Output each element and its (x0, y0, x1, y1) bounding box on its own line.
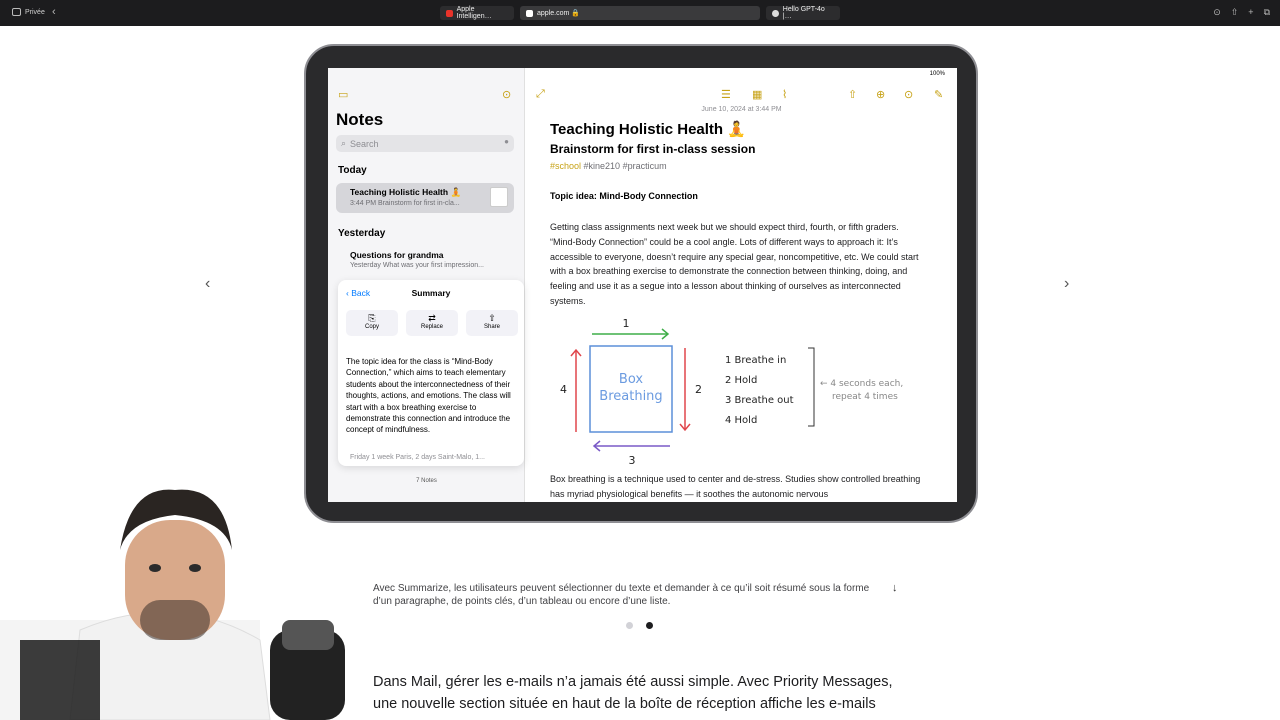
openai-icon (772, 10, 779, 17)
share-label: Share (483, 324, 500, 330)
ipad-screen (328, 68, 957, 502)
summary-popover (338, 280, 524, 466)
download-icon[interactable]: ⊙ (1213, 7, 1221, 17)
tab-label: Hello GPT-4o |… (782, 6, 825, 20)
search-field[interactable] (336, 135, 514, 152)
search-icon: ⌕ (341, 138, 347, 148)
note-title: Teaching Holistic Health 🧘 (350, 187, 462, 197)
note-tags[interactable] (550, 161, 667, 171)
tab-label: Apple Intelligen… (456, 6, 492, 20)
replace-button[interactable] (406, 310, 458, 336)
more-icon[interactable]: ⊙ (502, 89, 512, 101)
sketch-num-bottom: 3 (628, 454, 636, 467)
apple-icon (526, 10, 533, 17)
checklist-icon[interactable]: ☰ (721, 89, 731, 101)
slide-caption: Avec Summarize, les utilisateurs peuvent sélectionner du texte et demander à ce qu’il soit résumé sous la forme d’un paragraphe, de points clés, d’un tableau ou encore d’une liste. (373, 583, 870, 607)
search-placeholder: Search (350, 138, 379, 149)
summary-title: Summary (411, 288, 451, 298)
previous-slide-icon[interactable]: ‹ (205, 275, 211, 292)
note-title[interactable]: Teaching Holistic Health 🧘 (550, 121, 746, 138)
sketch-num-top: 1 (622, 317, 630, 330)
sketch-step-3: 3 Breathe out (725, 395, 794, 406)
sketch-num-left: 4 (560, 383, 567, 396)
expand-icon[interactable]: ⤢ (536, 88, 545, 100)
browser-toolbar (0, 0, 1280, 26)
sidebar-toggle-icon (12, 8, 21, 16)
tab-apple-intelligence[interactable] (440, 6, 514, 20)
summary-footer: Friday 1 week Paris, 2 days Saint-Malo, 1... (350, 454, 485, 461)
sketch-num-right: 2 (695, 383, 702, 396)
note-topic[interactable]: Topic idea: Mind-Body Connection (550, 191, 698, 201)
note-subtitle: 3:44 PM Brainstorm for first in-cla... (350, 200, 460, 207)
summary-text: The topic idea for the class is “Mind-Body Connection,” which aims to teach elementary students about the interconnectedness of their thoughts, actions, and emotions. The class will start with a box breathing exercise to demonstrate this connection and introduce the concept of mindfulness. (346, 357, 511, 435)
copy-icon: ⎘ (368, 313, 376, 323)
back-chevron-icon[interactable]: ‹ (52, 6, 56, 18)
note-item-teaching[interactable] (336, 183, 514, 213)
sketch-step-1: 1 Breathe in (725, 355, 787, 366)
note-date: June 10, 2024 at 3:44 PM (701, 106, 782, 113)
note-item-grandma[interactable] (336, 246, 514, 276)
back-label: Back (351, 288, 371, 298)
tab-overview-icon[interactable]: ⧉ (1263, 7, 1270, 17)
share-button[interactable] (466, 310, 518, 336)
share-icon: ⇧ (488, 313, 496, 323)
sketch-box-line1: Box (618, 372, 644, 387)
share-icon[interactable]: ⇧ (848, 89, 858, 101)
section-today: Today (338, 165, 367, 176)
note-body[interactable]: Getting class assignments next week but we should expect third, fourth, or fifth graders. “Mind-Body Connection” could be a cool angle. Lots of different ways to approach it: It’s accessible to everyone, doesn’t require any special gear, noncompetitive, etc. We could start with a box breathing exercise to demonstrate the connection between thinking, doing, and feeling and use it as a segue into a lesson about thinking of ourselves as interconnected systems. (550, 222, 919, 306)
status-battery: 100% (929, 71, 945, 77)
tag-school[interactable]: #school (550, 161, 582, 171)
youtube-icon (446, 10, 453, 17)
pagination-dot-active[interactable] (646, 622, 653, 629)
down-arrow-icon[interactable]: ↓ (892, 582, 898, 594)
pagination-dot[interactable] (626, 622, 633, 629)
replace-label: Replace (420, 324, 443, 330)
next-slide-icon[interactable]: › (1064, 275, 1070, 292)
mail-paragraph: Dans Mail, gérer les e-mails n’a jamais été aussi simple. Avec Priority Messages, une nouvelle section située en haut de la boîte de réception affiche les e-mails (373, 674, 893, 712)
sidebar-title: Notes (336, 110, 384, 129)
box-breathing-sketch (550, 308, 930, 467)
notes-count: 7 Notes (416, 478, 437, 484)
copy-button[interactable] (346, 310, 398, 336)
share-icon[interactable]: ⇧ (1230, 7, 1239, 17)
mic-icon[interactable]: ● (504, 137, 509, 146)
tab-label: apple.com 🔒 (537, 10, 580, 17)
sketch-step-2: 2 Hold (725, 375, 758, 386)
note-editor (526, 68, 957, 502)
sketch-step-4: 4 Hold (725, 415, 758, 426)
sketch-note-line1: ← 4 seconds each, (820, 379, 904, 389)
section-yesterday: Yesterday (338, 228, 386, 239)
more-icon[interactable]: ⊙ (904, 89, 914, 101)
presenter-webcam (0, 480, 360, 720)
note-thumbnail (490, 187, 508, 207)
private-indicator[interactable] (12, 8, 45, 16)
tag-list[interactable]: #kine210 #practicum (581, 161, 667, 171)
tab-hello-gpt[interactable] (766, 6, 840, 20)
ipad-frame (304, 44, 978, 523)
attachment-icon[interactable]: ⌇ (782, 89, 788, 101)
markup-icon[interactable]: ⊕ (876, 89, 886, 101)
note-subtitle: Yesterday What was your first impression... (350, 262, 484, 269)
note-subtitle[interactable]: Brainstorm for first in-class session (550, 142, 756, 156)
sketch-box-line2: Breathing (599, 389, 663, 404)
replace-icon: ⇄ (428, 313, 436, 323)
copy-label: Copy (364, 324, 379, 330)
note-title: Questions for grandma (350, 250, 444, 260)
private-label: Privée (25, 8, 45, 16)
note-footer-text[interactable]: Box breathing is a technique used to center and de-stress. Studies show controlled breathing has myriad physiological benefits — it soothes the autonomic nervous (550, 474, 921, 499)
sidebar-icon[interactable]: ▭ (338, 89, 349, 101)
sketch-note-line2: repeat 4 times (832, 392, 898, 402)
tab-apple-com[interactable] (520, 6, 760, 20)
new-tab-icon[interactable]: + (1248, 7, 1254, 17)
back-button[interactable]: ‹ Back (346, 288, 371, 298)
compose-icon[interactable]: ✎ (934, 89, 944, 101)
table-icon[interactable]: ▦ (752, 89, 763, 101)
